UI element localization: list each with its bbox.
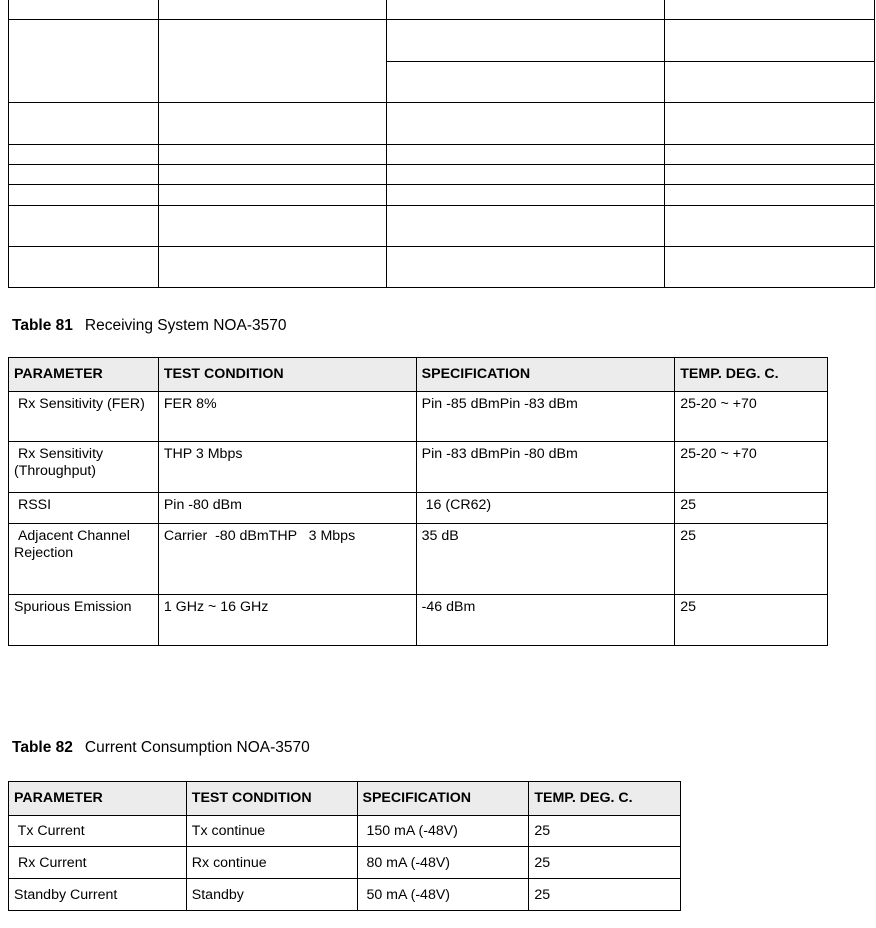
table-cell: Tx continue bbox=[186, 816, 357, 847]
table-row bbox=[9, 392, 828, 442]
table-cell bbox=[158, 247, 386, 288]
table-row bbox=[9, 185, 875, 206]
table-cell bbox=[9, 20, 159, 103]
table-82-number: Table 82 bbox=[12, 739, 73, 756]
table-82-caption bbox=[12, 739, 310, 757]
table-row bbox=[9, 206, 875, 247]
table-cell bbox=[158, 103, 386, 145]
table-cell: Pin -85 dBmPin -83 dBm bbox=[416, 392, 675, 442]
table-row bbox=[9, 145, 875, 165]
table-cell: Spurious Emission bbox=[9, 595, 159, 646]
table-cell: FER 8% bbox=[158, 392, 416, 442]
table-81 bbox=[8, 357, 828, 646]
table-cell bbox=[158, 0, 386, 20]
table-row bbox=[9, 20, 875, 62]
table-cell: Pin -83 dBmPin -80 dBm bbox=[416, 442, 675, 493]
table-row bbox=[9, 524, 828, 595]
table-cell: 80 mA (-48V) bbox=[357, 847, 529, 879]
table-cell bbox=[9, 165, 159, 185]
table-cell bbox=[386, 0, 665, 20]
table-cell: 25 bbox=[675, 493, 828, 524]
table-row bbox=[9, 847, 681, 879]
table-cell: Carrier -80 dBmTHP 3 Mbps bbox=[158, 524, 416, 595]
table-cell: Rx Sensitivity (Throughput) bbox=[9, 442, 159, 493]
table-cell: 25-20 ~ +70 bbox=[675, 442, 828, 493]
table-row bbox=[9, 816, 681, 847]
table-cell bbox=[386, 247, 665, 288]
table-81-title: Receiving System NOA-3570 bbox=[84, 317, 287, 334]
table-row bbox=[9, 247, 875, 288]
table-cell bbox=[665, 165, 875, 185]
table-cell bbox=[386, 206, 665, 247]
table-cell bbox=[9, 185, 159, 206]
column-header-temperature: TEMP. DEG. C. bbox=[675, 358, 828, 392]
table-cell bbox=[9, 145, 159, 165]
table-row bbox=[9, 442, 828, 493]
table-cell bbox=[386, 145, 665, 165]
table-row bbox=[9, 595, 828, 646]
table-row bbox=[9, 879, 681, 911]
table-81-number: Table 81 bbox=[12, 317, 73, 334]
table-row bbox=[9, 493, 828, 524]
table-cell bbox=[158, 20, 386, 103]
table-cell bbox=[9, 103, 159, 145]
table-header-row bbox=[9, 358, 828, 392]
table-cell bbox=[665, 20, 875, 62]
table-cell bbox=[9, 247, 159, 288]
table-cell bbox=[386, 185, 665, 206]
table-cell: 25 bbox=[675, 595, 828, 646]
table-cell: 25 bbox=[529, 816, 681, 847]
table-cell: 25 bbox=[675, 524, 828, 595]
table-cell bbox=[386, 62, 665, 103]
table-cell bbox=[665, 62, 875, 103]
table-cell: 25-20 ~ +70 bbox=[675, 392, 828, 442]
table-row bbox=[9, 165, 875, 185]
table-cell: THP 3 Mbps bbox=[158, 442, 416, 493]
table-cell: RSSI bbox=[9, 493, 159, 524]
table-cell: 150 mA (-48V) bbox=[357, 816, 529, 847]
table-cell: Rx continue bbox=[186, 847, 357, 879]
table-header-row bbox=[9, 782, 681, 816]
table-cell: Rx Sensitivity (FER) bbox=[9, 392, 159, 442]
column-header-specification: SPECIFICATION bbox=[357, 782, 529, 816]
table-cell: Rx Current bbox=[9, 847, 187, 879]
table-cell bbox=[9, 206, 159, 247]
table-cell: 35 dB bbox=[416, 524, 675, 595]
table-cell bbox=[665, 206, 875, 247]
table-cell bbox=[665, 247, 875, 288]
table-82-title: Current Consumption NOA-3570 bbox=[84, 739, 310, 756]
table-row bbox=[9, 0, 875, 20]
table-cell bbox=[158, 165, 386, 185]
table-cell: Standby Current bbox=[9, 879, 187, 911]
table-cell bbox=[386, 103, 665, 145]
table-cell bbox=[9, 0, 159, 20]
table-cell bbox=[158, 185, 386, 206]
table-cell: 25 bbox=[529, 847, 681, 879]
table-cell bbox=[158, 206, 386, 247]
table-cell: Tx Current bbox=[9, 816, 187, 847]
table-cell: 1 GHz ~ 16 GHz bbox=[158, 595, 416, 646]
table-cell: Adjacent Channel Rejection bbox=[9, 524, 159, 595]
table-row bbox=[9, 103, 875, 145]
table-81-caption bbox=[12, 317, 286, 335]
column-header-specification: SPECIFICATION bbox=[416, 358, 675, 392]
table-82 bbox=[8, 781, 681, 911]
column-header-temperature: TEMP. DEG. C. bbox=[529, 782, 681, 816]
table-cell bbox=[665, 0, 875, 20]
column-header-test-condition: TEST CONDITION bbox=[158, 358, 416, 392]
table-cell bbox=[386, 20, 665, 62]
table-cell bbox=[665, 145, 875, 165]
table-cell: -46 dBm bbox=[416, 595, 675, 646]
table-cell: Pin -80 dBm bbox=[158, 493, 416, 524]
table-cell bbox=[665, 103, 875, 145]
table-cell: 25 bbox=[529, 879, 681, 911]
table-cell bbox=[665, 185, 875, 206]
column-header-parameter: PARAMETER bbox=[9, 782, 187, 816]
table-cell: 16 (CR62) bbox=[416, 493, 675, 524]
table-cell bbox=[386, 165, 665, 185]
table-cell: Standby bbox=[186, 879, 357, 911]
column-header-parameter: PARAMETER bbox=[9, 358, 159, 392]
table-cell: 50 mA (-48V) bbox=[357, 879, 529, 911]
previous-table-fragment bbox=[8, 0, 875, 288]
column-header-test-condition: TEST CONDITION bbox=[186, 782, 357, 816]
table-cell bbox=[158, 145, 386, 165]
